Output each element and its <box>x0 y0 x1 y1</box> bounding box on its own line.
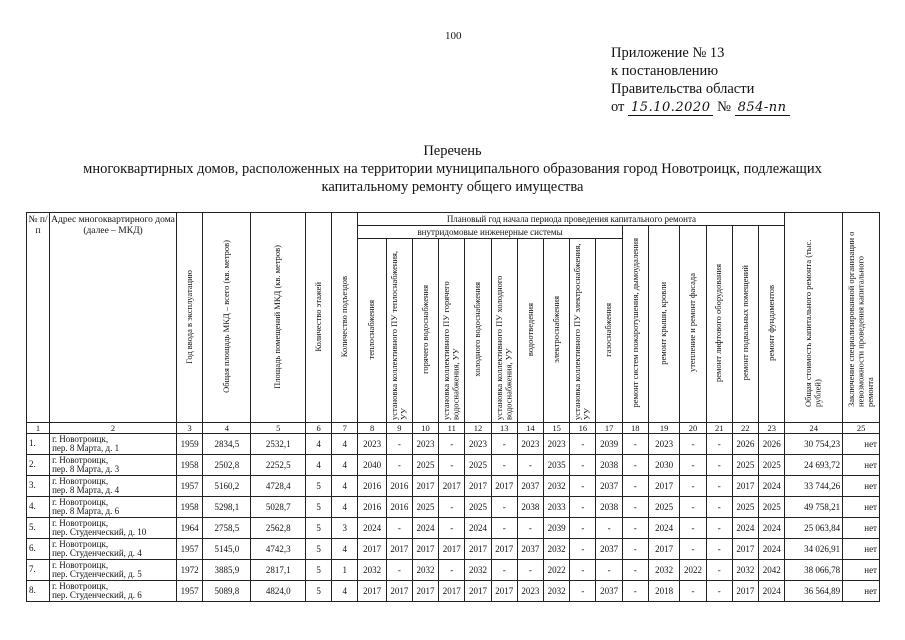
table-cell: 2023 <box>517 434 543 455</box>
address-street: пер. Студенческий, д. 10 <box>52 527 147 537</box>
appendix-num-sign: № <box>717 99 731 115</box>
table-cell: 2025 <box>732 497 758 518</box>
appendix-line-4 <box>611 98 790 117</box>
row-address <box>50 434 177 455</box>
table-cell: 2025 <box>648 497 679 518</box>
table-row <box>27 455 880 476</box>
address-street: пер. Студенческий, д. 5 <box>52 569 142 579</box>
table-cell: 2024 <box>759 539 785 560</box>
appendix-from: от <box>611 99 625 115</box>
table-cell: - <box>517 455 543 476</box>
table-cell: нет <box>843 455 880 476</box>
table-cell: 2502,8 <box>203 455 251 476</box>
table-cell: 2017 <box>386 539 412 560</box>
table-cell: 2025 <box>759 455 785 476</box>
table-cell: 2024 <box>358 518 386 539</box>
table-cell: - <box>680 455 706 476</box>
header-electric-meter: установка коллективного ПУ электроснабжения, УУ <box>570 239 596 423</box>
table-cell: - <box>570 455 596 476</box>
column-number: 13 <box>491 423 517 434</box>
table-cell: - <box>680 434 706 455</box>
header-heat-meter: установка коллективного ПУ теплоснабжения, УУ <box>386 239 412 423</box>
table-cell: - <box>570 476 596 497</box>
table-cell: 2023 <box>412 434 438 455</box>
table-cell: 2017 <box>439 581 465 602</box>
address-city: г. Новотроицк, <box>52 496 109 507</box>
table-cell: 5089,8 <box>203 581 251 602</box>
table-cell: 2038 <box>517 497 543 518</box>
column-number: 1 <box>27 423 50 434</box>
row-number: 4. <box>27 497 50 518</box>
table-cell: 2030 <box>648 455 679 476</box>
table-cell: 4 <box>332 581 358 602</box>
row-number: 1. <box>27 434 50 455</box>
table-cell: 2017 <box>465 476 491 497</box>
address-street: пер. 8 Марта, д. 3 <box>52 464 120 474</box>
header-elevator: ремонт лифтового оборудования <box>706 226 732 423</box>
table-cell: 2024 <box>759 518 785 539</box>
column-number: 8 <box>358 423 386 434</box>
table-cell: 4 <box>332 455 358 476</box>
table-cell: 36 564,89 <box>785 581 843 602</box>
table-cell: 24 693,72 <box>785 455 843 476</box>
table-cell: 4824,0 <box>251 581 306 602</box>
header-num: № п/п <box>27 213 50 423</box>
table-cell: 2758,5 <box>203 518 251 539</box>
header-premises-area: Площадь помещений МКД (кв. метров) <box>251 213 306 423</box>
table-cell: нет <box>843 581 880 602</box>
table-cell: 2032 <box>358 560 386 581</box>
header-roof: ремонт крыши, кровли <box>648 226 679 423</box>
table-cell: 2032 <box>465 560 491 581</box>
table-cell: - <box>622 518 648 539</box>
header-hot-water: горячего водоснабжения <box>412 239 438 423</box>
table-cell: 2040 <box>358 455 386 476</box>
address-street: пер. 8 Марта, д. 6 <box>52 506 120 516</box>
table-cell: - <box>439 560 465 581</box>
table-cell: - <box>570 497 596 518</box>
header-total-area: Общая площадь МКД – всего (кв. метров) <box>203 213 251 423</box>
address-city: г. Новотроицк, <box>52 580 109 591</box>
table-cell: 2024 <box>465 518 491 539</box>
table-cell: - <box>570 560 596 581</box>
table-row <box>27 581 880 602</box>
row-number: 8. <box>27 581 50 602</box>
header-address: Адрес многоквартирного дома (далее – МКД) <box>50 213 177 423</box>
table-cell: 2032 <box>544 476 570 497</box>
table-cell: - <box>706 581 732 602</box>
row-address <box>50 560 177 581</box>
address-city: г. Новотроицк, <box>52 517 109 528</box>
row-number: 5. <box>27 518 50 539</box>
table-cell: 4728,4 <box>251 476 306 497</box>
table-cell: - <box>680 581 706 602</box>
table-cell: 2017 <box>732 539 758 560</box>
table-cell: 4 <box>332 539 358 560</box>
table-cell: 2024 <box>732 518 758 539</box>
header-cost: Общая стоимость капитального ремонта (тыс. рублей) <box>785 213 843 423</box>
table-cell: 2032 <box>732 560 758 581</box>
table-cell: 2532,1 <box>251 434 306 455</box>
column-number-row <box>27 423 880 434</box>
address-city: г. Новотроицк, <box>52 559 109 570</box>
table-cell: - <box>622 581 648 602</box>
table-cell: 1964 <box>176 518 202 539</box>
table-cell: 2834,5 <box>203 434 251 455</box>
table-cell: 2032 <box>412 560 438 581</box>
column-number: 19 <box>648 423 679 434</box>
table-cell: 2024 <box>412 518 438 539</box>
table-cell: - <box>570 539 596 560</box>
appendix-block <box>611 44 790 117</box>
table-cell: - <box>680 539 706 560</box>
row-number: 7. <box>27 560 50 581</box>
table-cell: - <box>680 518 706 539</box>
header-engineering: внутридомовые инженерные системы <box>358 226 622 239</box>
address-city: г. Новотроицк, <box>52 454 109 465</box>
table-cell: - <box>706 476 732 497</box>
table-cell: 38 066,78 <box>785 560 843 581</box>
table-cell: 4 <box>305 455 331 476</box>
table-cell: 2017 <box>412 539 438 560</box>
table-cell: 2017 <box>439 476 465 497</box>
header-cold-water: холодного водоснабжения <box>465 239 491 423</box>
table-cell: 2025 <box>465 497 491 518</box>
table-cell: 3 <box>332 518 358 539</box>
address-city: г. Новотроицк, <box>52 538 109 549</box>
table-cell: 2023 <box>648 434 679 455</box>
column-number: 3 <box>176 423 202 434</box>
table-cell: - <box>570 518 596 539</box>
table-cell: 4 <box>305 434 331 455</box>
table-cell: 2032 <box>544 539 570 560</box>
table-cell: 2025 <box>759 497 785 518</box>
row-address <box>50 476 177 497</box>
table-cell: 2035 <box>544 455 570 476</box>
table-cell: - <box>491 497 517 518</box>
table-cell: - <box>491 455 517 476</box>
table-cell: - <box>439 518 465 539</box>
table-cell: 1958 <box>176 455 202 476</box>
column-number: 23 <box>759 423 785 434</box>
table-cell: 2017 <box>732 581 758 602</box>
table-cell: - <box>596 560 622 581</box>
table-cell: 2017 <box>386 581 412 602</box>
header-year-built: Год ввода в эксплуатацию <box>176 213 202 423</box>
column-number: 12 <box>465 423 491 434</box>
table-cell: 1958 <box>176 497 202 518</box>
header-drainage: водоотведения <box>517 239 543 423</box>
table-cell: 2025 <box>412 497 438 518</box>
row-address <box>50 455 177 476</box>
column-number: 7 <box>332 423 358 434</box>
table-cell: 2022 <box>544 560 570 581</box>
table-cell: 5298,1 <box>203 497 251 518</box>
header-fire-systems: ремонт систем пожаротушения, дымоудаления <box>622 226 648 423</box>
table-cell: 2022 <box>680 560 706 581</box>
table-cell: 34 026,91 <box>785 539 843 560</box>
table-row <box>27 476 880 497</box>
table-cell: 2026 <box>732 434 758 455</box>
table-cell: 5 <box>305 476 331 497</box>
table-cell: 2016 <box>386 497 412 518</box>
table-cell: 1 <box>332 560 358 581</box>
column-number: 20 <box>680 423 706 434</box>
column-number: 21 <box>706 423 732 434</box>
table-cell: 2017 <box>648 476 679 497</box>
table-cell: нет <box>843 518 880 539</box>
header-basement: ремонт подвальных помещений <box>732 226 758 423</box>
title-line-2: многоквартирных домов, расположенных на территории муниципального образования город Новотроицк, подлежащих <box>83 161 822 177</box>
table-cell: 2017 <box>732 476 758 497</box>
table-cell: 1959 <box>176 434 202 455</box>
table-cell: 2017 <box>465 539 491 560</box>
table-cell: 2023 <box>358 434 386 455</box>
table-cell: 2017 <box>491 539 517 560</box>
header-foundation: ремонт фундаментов <box>759 226 785 423</box>
table-cell: 2032 <box>648 560 679 581</box>
table-cell: 2025 <box>465 455 491 476</box>
column-number: 2 <box>50 423 177 434</box>
column-number: 17 <box>596 423 622 434</box>
column-number: 22 <box>732 423 758 434</box>
table-cell: 5028,7 <box>251 497 306 518</box>
table-cell: 5 <box>305 518 331 539</box>
table-cell: - <box>706 560 732 581</box>
row-address <box>50 539 177 560</box>
row-address <box>50 518 177 539</box>
table-cell: 2025 <box>732 455 758 476</box>
column-number: 18 <box>622 423 648 434</box>
title-line-3: капитальному ремонту общего имущества <box>321 179 584 195</box>
column-number: 11 <box>439 423 465 434</box>
table-cell: - <box>491 434 517 455</box>
header-hot-water-meter: установка коллективного ПУ горячего водоснабжения, УУ <box>439 239 465 423</box>
table-cell: 4 <box>332 476 358 497</box>
table-cell: - <box>491 518 517 539</box>
table-cell: - <box>706 539 732 560</box>
table-cell: 2017 <box>412 476 438 497</box>
column-number: 16 <box>570 423 596 434</box>
table-cell: 2016 <box>358 476 386 497</box>
table-cell: 2026 <box>759 434 785 455</box>
table-cell: - <box>622 539 648 560</box>
table-cell: 2817,1 <box>251 560 306 581</box>
header-conclusion: Заключение специализированной организации о невозможности проведения капитального ремонта <box>843 213 880 423</box>
table-cell: нет <box>843 539 880 560</box>
page-number: 100 <box>445 30 462 42</box>
table-cell: 2017 <box>491 581 517 602</box>
table-cell: - <box>706 434 732 455</box>
table-cell: 1957 <box>176 539 202 560</box>
table-cell: - <box>386 455 412 476</box>
header-floors: Количество этажей <box>305 213 331 423</box>
table-cell: 2039 <box>544 518 570 539</box>
table-cell: - <box>706 455 732 476</box>
table-cell: 5 <box>305 560 331 581</box>
header-electric: электроснабжения <box>544 239 570 423</box>
table-cell: - <box>439 455 465 476</box>
table-cell: 4 <box>332 434 358 455</box>
address-street: пер. 8 Марта, д. 4 <box>52 485 120 495</box>
table-cell: - <box>706 518 732 539</box>
header-planned-year: Плановый год начала периода проведения капитального ремонта <box>358 213 785 226</box>
table-cell: 2017 <box>439 539 465 560</box>
header-cold-water-meter: установка коллективного ПУ холодного водоснабжения, УУ <box>491 239 517 423</box>
column-number: 14 <box>517 423 543 434</box>
table-cell: 2039 <box>596 434 622 455</box>
table-cell: - <box>386 560 412 581</box>
column-number: 5 <box>251 423 306 434</box>
row-address <box>50 497 177 518</box>
column-number: 4 <box>203 423 251 434</box>
table-cell: 5 <box>305 581 331 602</box>
table-cell: 2016 <box>358 497 386 518</box>
table-cell: - <box>622 497 648 518</box>
table-cell: - <box>622 476 648 497</box>
table-cell: 2017 <box>465 581 491 602</box>
appendix-line-3: Правительства области <box>611 81 755 97</box>
table-cell: 2017 <box>648 539 679 560</box>
table-cell: 2017 <box>358 581 386 602</box>
table-cell: - <box>386 434 412 455</box>
buildings-table <box>26 212 880 602</box>
table-cell: 4 <box>332 497 358 518</box>
table-cell: 2037 <box>596 581 622 602</box>
appendix-number: 854-пп <box>735 100 790 116</box>
table-row <box>27 434 880 455</box>
address-street: пер. 8 Марта, д. 1 <box>52 443 120 453</box>
table-cell: 3885,9 <box>203 560 251 581</box>
table-cell: - <box>622 560 648 581</box>
table-cell: 5 <box>305 497 331 518</box>
table-cell: - <box>680 497 706 518</box>
table-cell: 5145,0 <box>203 539 251 560</box>
table-cell: 2037 <box>517 539 543 560</box>
header-facade: утепление и ремонт фасада <box>680 226 706 423</box>
table-cell: 2017 <box>491 476 517 497</box>
column-number: 9 <box>386 423 412 434</box>
table-cell: 2562,8 <box>251 518 306 539</box>
header-entrances: Количество подъездов <box>332 213 358 423</box>
table-row <box>27 518 880 539</box>
table-cell: - <box>517 518 543 539</box>
address-street: пер. Студенческий, д. 6 <box>52 590 142 600</box>
table-cell: 2023 <box>544 434 570 455</box>
table-cell: 2032 <box>544 581 570 602</box>
header-heating: теплоснабжения <box>358 239 386 423</box>
table-cell: нет <box>843 434 880 455</box>
row-number: 3. <box>27 476 50 497</box>
table-cell: 30 754,23 <box>785 434 843 455</box>
row-address <box>50 581 177 602</box>
table-cell: 33 744,26 <box>785 476 843 497</box>
table-cell: - <box>386 518 412 539</box>
table-cell: 2024 <box>648 518 679 539</box>
table-cell: 2033 <box>544 497 570 518</box>
column-number: 10 <box>412 423 438 434</box>
table-cell: 25 063,84 <box>785 518 843 539</box>
table-cell: 2016 <box>386 476 412 497</box>
table-cell: - <box>680 476 706 497</box>
table-cell: - <box>517 560 543 581</box>
column-number: 6 <box>305 423 331 434</box>
table-cell: 2018 <box>648 581 679 602</box>
table-cell: - <box>570 581 596 602</box>
column-number: 15 <box>544 423 570 434</box>
table-cell: 1972 <box>176 560 202 581</box>
table-cell: 2023 <box>465 434 491 455</box>
document-title <box>30 142 875 196</box>
address-city: г. Новотроицк, <box>52 433 109 444</box>
table-cell: 2038 <box>596 497 622 518</box>
table-cell: 2017 <box>412 581 438 602</box>
table-cell: 5 <box>305 539 331 560</box>
row-number: 2. <box>27 455 50 476</box>
table-cell: 1957 <box>176 476 202 497</box>
column-number: 25 <box>843 423 880 434</box>
table-cell: 2017 <box>358 539 386 560</box>
table-cell: 2037 <box>596 476 622 497</box>
table-row <box>27 497 880 518</box>
title-line-1: Перечень <box>423 143 482 159</box>
table-cell: - <box>622 434 648 455</box>
table-cell: 2024 <box>759 476 785 497</box>
appendix-line-2: к постановлению <box>611 63 719 79</box>
column-number: 24 <box>785 423 843 434</box>
table-cell: 2037 <box>596 539 622 560</box>
table-cell: - <box>706 497 732 518</box>
table-cell: 2252,5 <box>251 455 306 476</box>
appendix-line-1: Приложение № 13 <box>611 45 725 61</box>
table-cell: 5160,2 <box>203 476 251 497</box>
address-street: пер. Студенческий, д. 4 <box>52 548 142 558</box>
appendix-date: 15.10.2020 <box>628 100 713 116</box>
table-row <box>27 560 880 581</box>
table-cell: 2037 <box>517 476 543 497</box>
table-cell: 4742,3 <box>251 539 306 560</box>
table-cell: нет <box>843 560 880 581</box>
address-city: г. Новотроицк, <box>52 475 109 486</box>
table-cell: 2038 <box>596 455 622 476</box>
table-row <box>27 539 880 560</box>
table-cell: 49 758,21 <box>785 497 843 518</box>
header-gas: газоснабжения <box>596 239 622 423</box>
table-cell: - <box>622 455 648 476</box>
table-cell: 2023 <box>517 581 543 602</box>
table-cell: - <box>570 434 596 455</box>
table-cell: нет <box>843 497 880 518</box>
table-cell: 2024 <box>759 581 785 602</box>
table-cell: 2042 <box>759 560 785 581</box>
table-cell: - <box>439 434 465 455</box>
table-cell: - <box>439 497 465 518</box>
table-cell: нет <box>843 476 880 497</box>
table-cell: - <box>596 518 622 539</box>
row-number: 6. <box>27 539 50 560</box>
table-cell: - <box>491 560 517 581</box>
table-cell: 1957 <box>176 581 202 602</box>
table-cell: 2025 <box>412 455 438 476</box>
